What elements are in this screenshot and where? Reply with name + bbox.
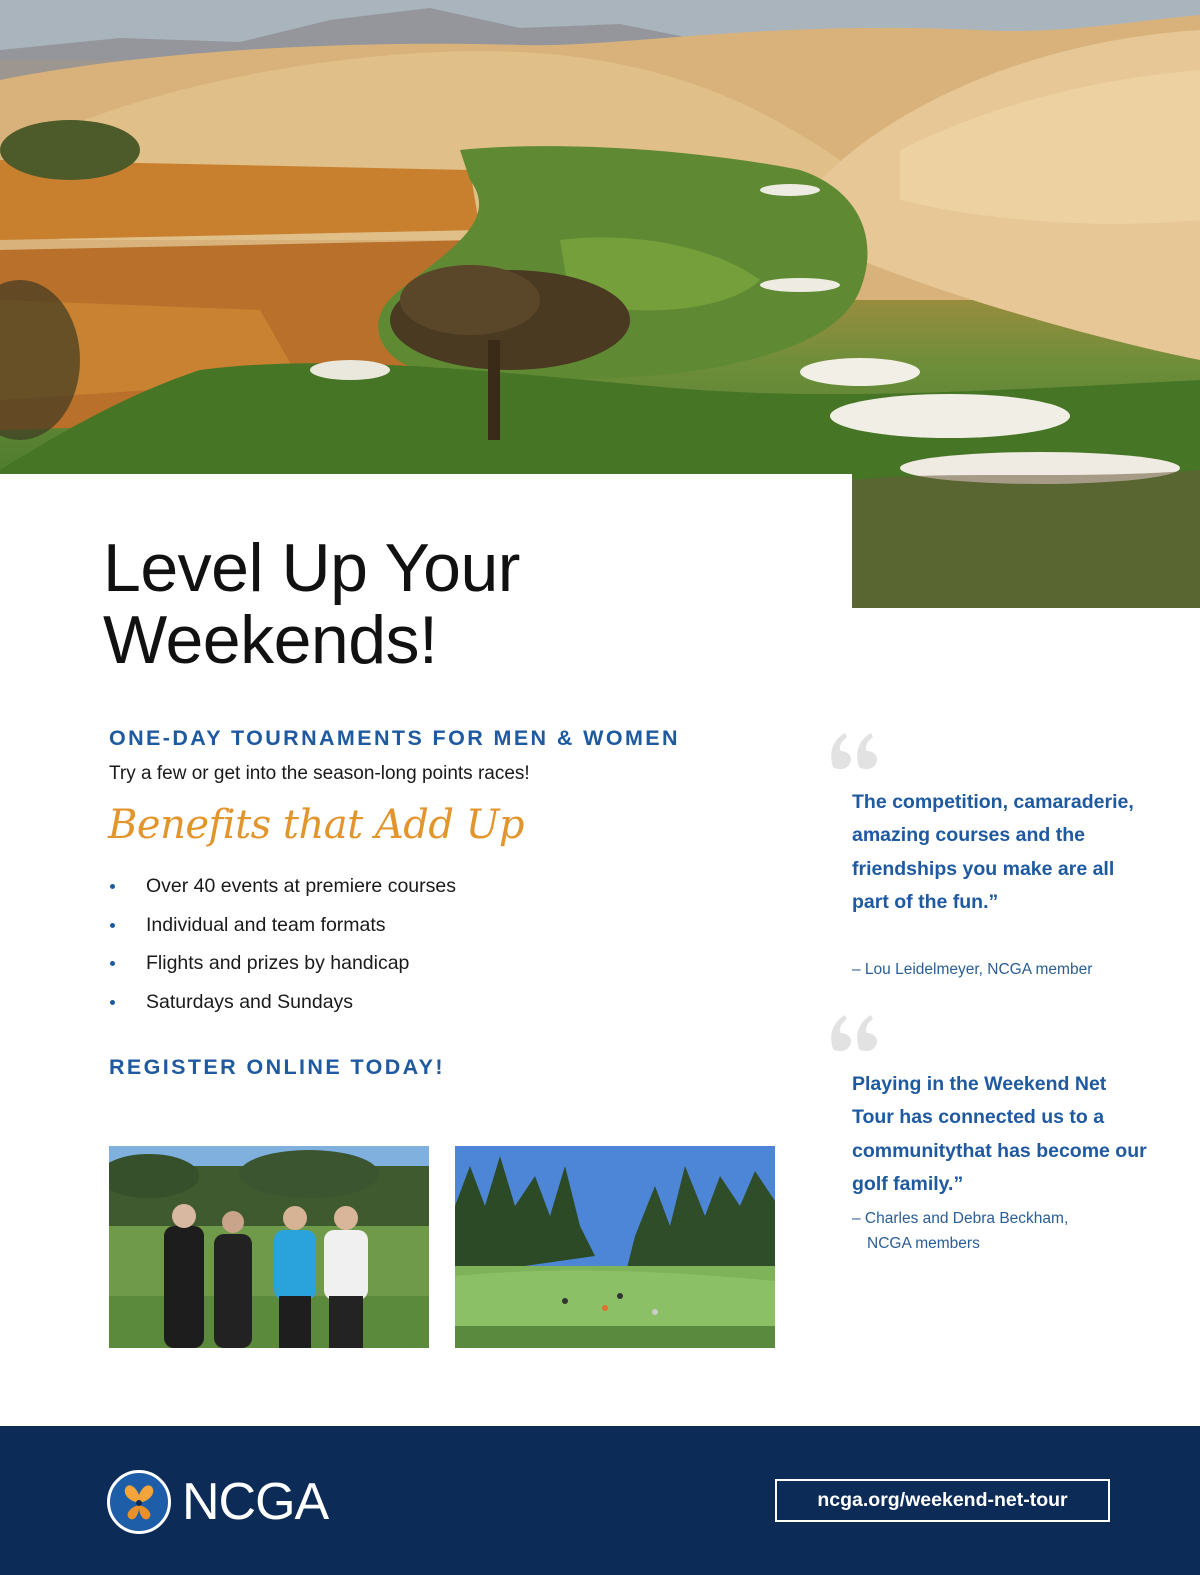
golfers-group-photo	[109, 1146, 429, 1348]
bullet-icon	[110, 884, 115, 889]
benefit-text: Saturdays and Sundays	[146, 990, 354, 1013]
poppy-logo-icon	[107, 1470, 171, 1534]
ncga-logo-text: NCGA	[182, 1473, 329, 1531]
benefit-item	[109, 949, 456, 988]
forest-course-photo	[455, 1146, 775, 1348]
hero-golf-course-photo	[0, 0, 1200, 608]
golfers-group-illustration	[109, 1146, 429, 1348]
attribution-names: – Charles and Debra Beckham,	[852, 1210, 1069, 1227]
footer-bar	[0, 1426, 1200, 1575]
testimonial-attribution-1: – Lou Leidelmeyer, NCGA member	[852, 961, 1093, 978]
poppy-flower-icon	[110, 1473, 168, 1531]
benefit-text: Over 40 events at premiere courses	[146, 875, 456, 897]
bullet-icon	[110, 923, 115, 928]
attribution-role: NCGA members	[867, 1235, 980, 1252]
benefits-title: Benefits that Add Up	[108, 802, 525, 848]
benefit-item	[109, 911, 456, 950]
tournaments-subheading: ONE-DAY TOURNAMENTS FOR MEN & WOMEN	[109, 726, 680, 750]
testimonial-quote-1: The competition, camaraderie, amazing courses and the friendships you make are all part of the fun.”	[852, 791, 1134, 914]
tagline-text: Try a few or get into the season-long points races!	[109, 763, 530, 784]
testimonial-attribution-2	[852, 1206, 1152, 1256]
benefits-list	[109, 872, 456, 1026]
headline-line-1: Level Up Your	[103, 530, 520, 606]
forest-course-illustration	[455, 1146, 775, 1348]
website-url-link[interactable]: ncga.org/weekend-net-tour	[775, 1479, 1110, 1522]
testimonial-quote-2: Playing in the Weekend Net Tour has connected us to a communitythat has become our golf family.”	[852, 1073, 1147, 1196]
benefit-text: Flights and prizes by handicap	[146, 952, 410, 974]
bullet-icon	[110, 1000, 115, 1005]
benefit-item	[109, 872, 456, 911]
headline-line-2: Weekends!	[103, 602, 438, 678]
bullet-icon	[110, 961, 115, 966]
register-cta: REGISTER ONLINE TODAY!	[109, 1055, 445, 1079]
quote-mark-icon	[829, 1011, 879, 1051]
benefit-text: Individual and team formats	[146, 913, 386, 936]
quote-mark-icon	[829, 729, 879, 769]
benefit-item	[109, 988, 456, 1027]
page-headline	[103, 532, 803, 676]
